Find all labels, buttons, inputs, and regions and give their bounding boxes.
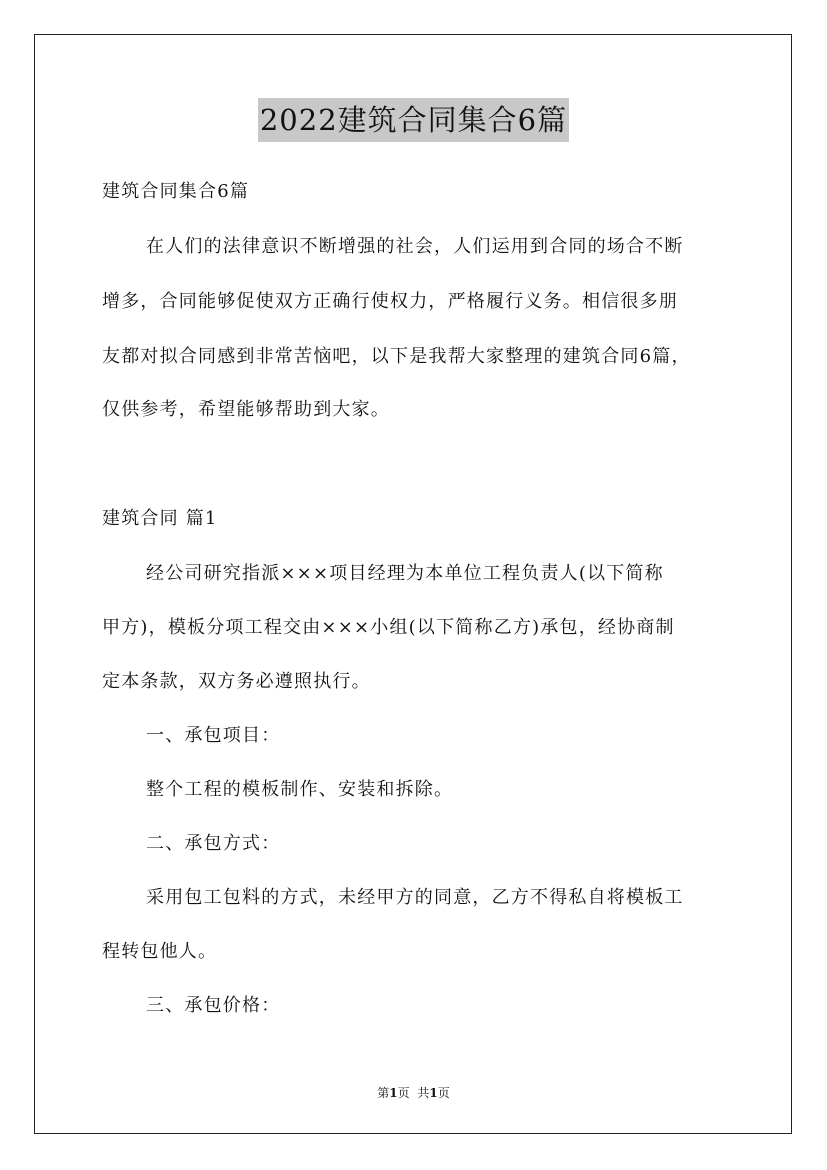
intro-line-3: 友都对拟合同感到非常苦恼吧，以下是我帮大家整理的建筑合同6篇，: [102, 346, 691, 367]
footer-total-prefix: 共: [417, 1086, 430, 1100]
intro-line-1: 在人们的法律意识不断增强的社会，人们运用到合同的场合不断: [146, 236, 684, 257]
document-title-wrapper: [0, 98, 827, 142]
section-heading: 建筑合同 篇1: [102, 508, 218, 529]
clause-3-heading: 三、承包价格：: [146, 995, 281, 1016]
page-footer: [0, 1084, 827, 1101]
footer-page-suffix: 页: [397, 1086, 410, 1100]
footer-total-suffix: 页: [437, 1086, 450, 1100]
footer-total-number: 1: [429, 1086, 438, 1100]
clause-2-text-line-1: 采用包工包料的方式，未经甲方的同意，乙方不得私自将模板工: [146, 887, 684, 908]
clause-2-text-line-2: 程转包他人。: [102, 941, 218, 962]
intro-line-2: 增多，合同能够促使双方正确行使权力，严格履行义务。相信很多朋: [102, 291, 678, 312]
clause-1-heading: 一、承包项目：: [146, 725, 281, 746]
section-line-3: 定本条款，双方务必遵照执行。: [102, 671, 371, 692]
footer-page-prefix: 第: [377, 1086, 390, 1100]
section-line-2: 甲方)，模板分项工程交由×××小组(以下简称乙方)承包，经协商制: [102, 617, 675, 638]
document-title[interactable]: 2022建筑合同集合6篇: [258, 98, 569, 142]
intro-line-4: 仅供参考，希望能够帮助到大家。: [102, 399, 390, 420]
footer-page-number: 1: [389, 1086, 398, 1100]
clause-1-text: 整个工程的模板制作、安装和拆除。: [146, 779, 454, 800]
clause-2-heading: 二、承包方式：: [146, 833, 281, 854]
document-subtitle: 建筑合同集合6篇: [102, 181, 250, 202]
section-line-1: 经公司研究指派×××项目经理为本单位工程负责人(以下简称: [146, 563, 664, 584]
